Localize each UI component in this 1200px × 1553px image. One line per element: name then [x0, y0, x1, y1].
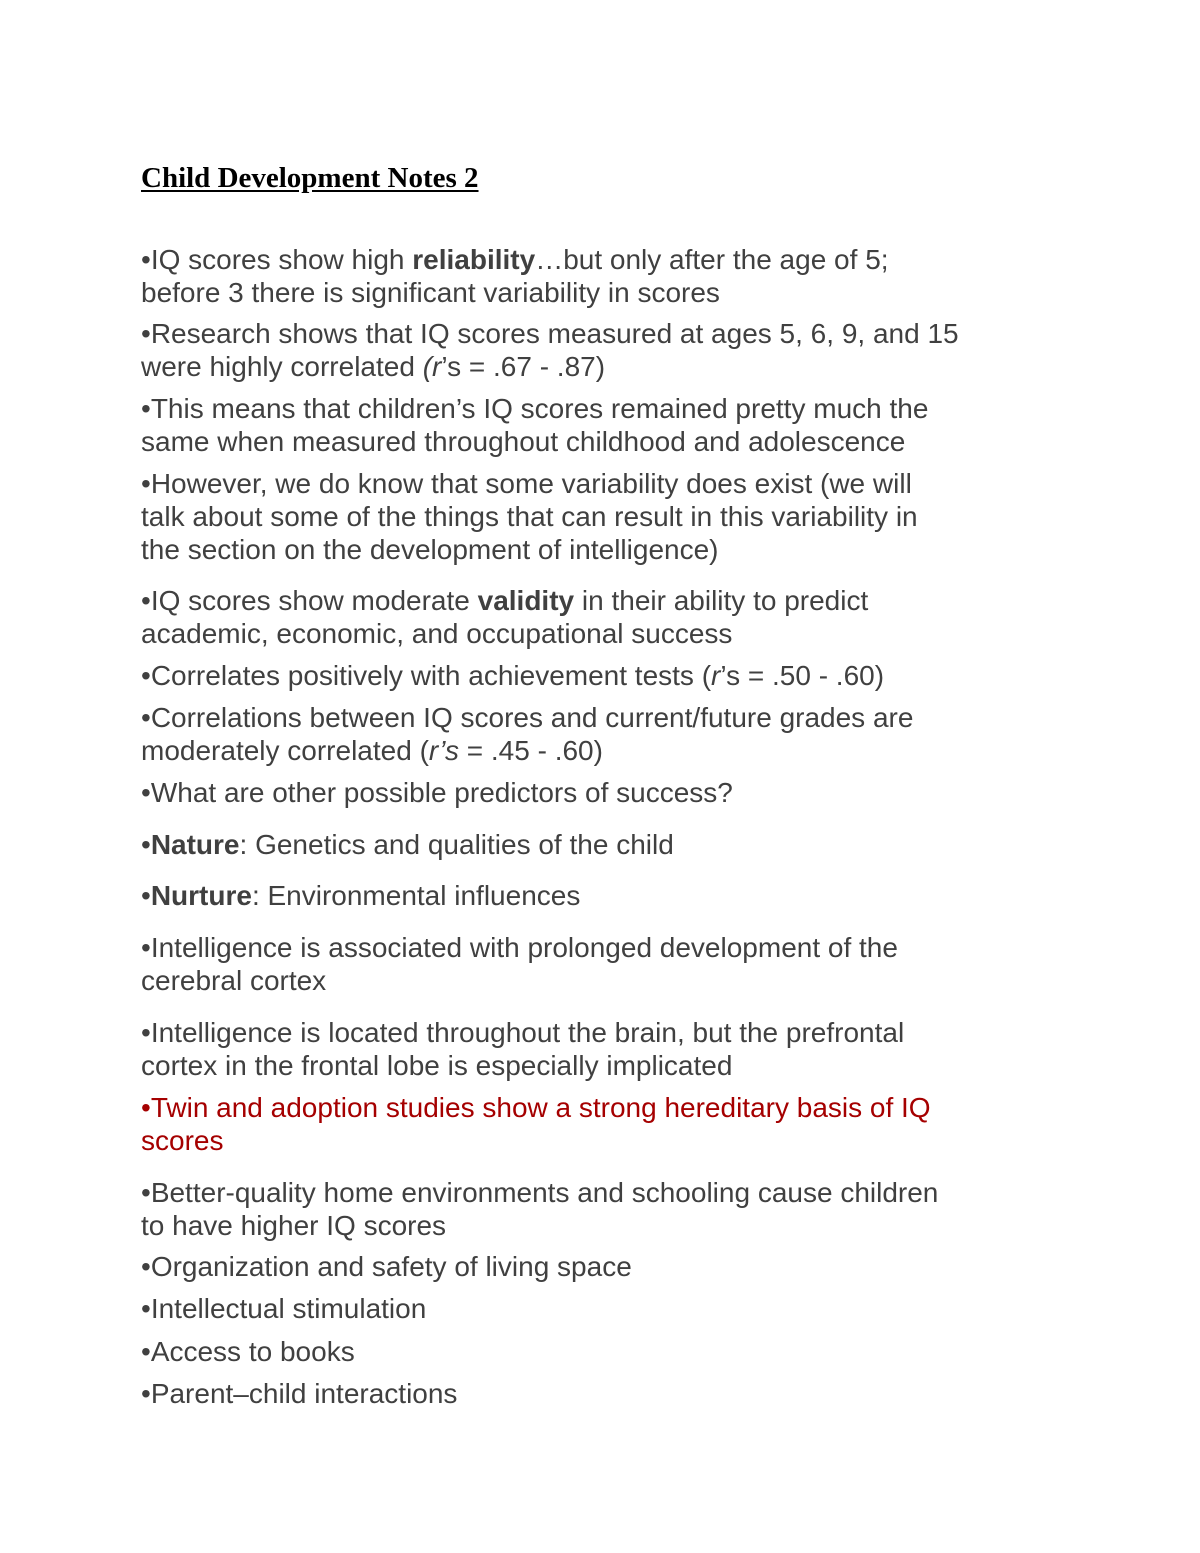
note-item-home-environment: •Better-quality home environments and schooling cause children to have higher IQ scores [141, 1177, 939, 1241]
document-title: Child Development Notes 2 [141, 162, 479, 194]
note-item-prefrontal: •Intelligence is located throughout the brain, but the prefrontal cortex in the frontal lobe is especially implicated [141, 1017, 905, 1081]
note-item-grades: •Correlations between IQ scores and current/future grades are moderately correlated (r’s = .45 - .60) [141, 702, 914, 766]
note-item-achievement-tests: •Correlates positively with achievement tests (r’s = .50 - .60) [141, 660, 885, 691]
note-item-reliability: •IQ scores show high reliability…but only after the age of 5; before 3 there is significant variability in scores [141, 244, 889, 308]
note-item-validity: •IQ scores show moderate validity in their ability to predict academic, economic, and occupational success [141, 585, 869, 649]
note-item-cerebral-cortex: •Intelligence is associated with prolonged development of the cerebral cortex [141, 932, 898, 996]
note-item-parent-child: •Parent–child interactions [141, 1378, 458, 1409]
note-item-nature: •Nature: Genetics and qualities of the child [141, 829, 674, 860]
note-item-nurture: •Nurture: Environmental influences [141, 880, 581, 911]
note-item-twin-studies: •Twin and adoption studies show a strong hereditary basis of IQ scores [141, 1092, 931, 1156]
note-item-scores-stable: •This means that children’s IQ scores remained pretty much the same when measured throughout childhood and adolescence [141, 393, 929, 457]
note-item-predictors-question: •What are other possible predictors of success? [141, 777, 733, 808]
note-item-variability: •However, we do know that some variability does exist (we will talk about some of the things that can result in this variability in the section on the development of intelligence) [141, 468, 918, 565]
note-item-research-correlation: •Research shows that IQ scores measured at ages 5, 6, 9, and 15 were highly correlated (r’s = .67 - .87) [141, 318, 959, 382]
note-item-books: •Access to books [141, 1336, 355, 1367]
note-item-living-space: •Organization and safety of living space [141, 1251, 632, 1282]
note-item-stimulation: •Intellectual stimulation [141, 1293, 427, 1324]
